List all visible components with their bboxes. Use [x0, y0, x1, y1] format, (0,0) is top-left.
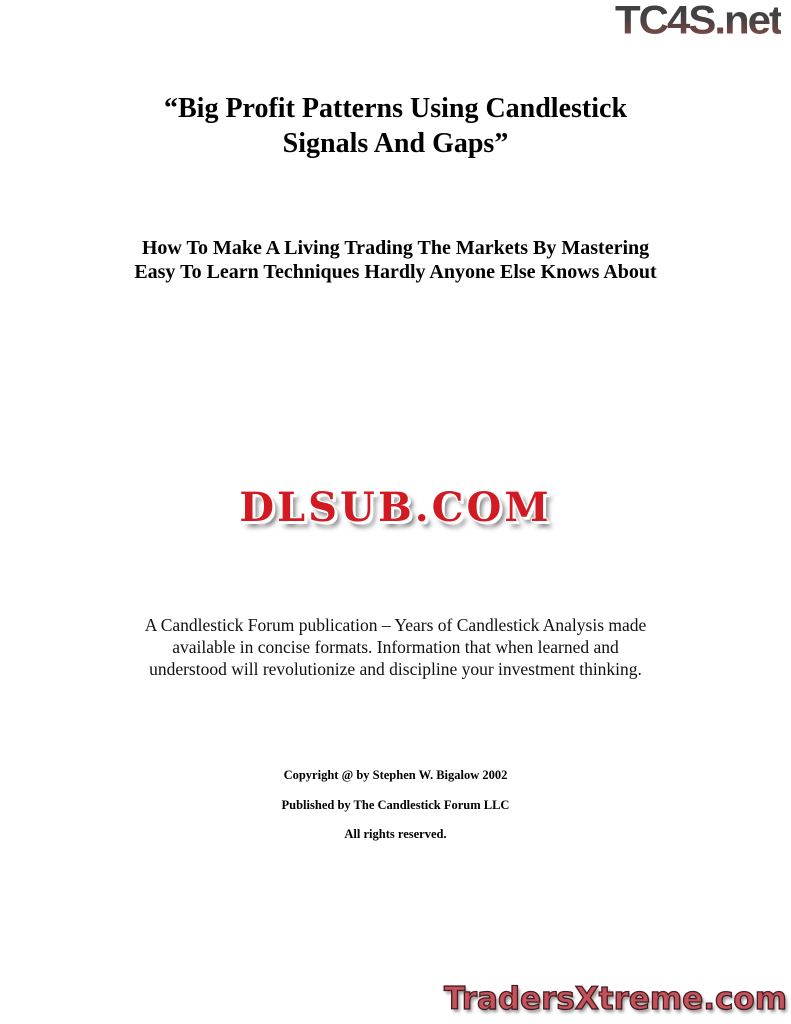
page-subtitle-line1: How To Make A Living Trading The Markets By Mastering	[141, 237, 650, 259]
page-title	[0, 92, 791, 161]
page-title-line1: “Big Profit Patterns Using Candlestick	[163, 93, 628, 124]
tradersxtreme-site-logo[interactable]: TradersXtreme.com	[443, 981, 787, 1017]
copyright-block	[0, 769, 791, 858]
copyright-rights-line: All rights reserved.	[344, 827, 447, 841]
page-title-line2: Signals And Gaps”	[282, 127, 509, 159]
publication-description-line2: available in concise formats. Information that when learned and	[172, 636, 619, 657]
page-subtitle	[0, 236, 791, 285]
copyright-publisher-line: Published by The Candlestick Forum LLC	[281, 797, 510, 812]
publication-description	[0, 615, 791, 681]
publication-description-line3: understood will revolutionize and discipline your investment thinking.	[149, 658, 642, 679]
dlsub-watermark-logo[interactable]: DLSUB.COM	[239, 484, 552, 531]
tc4s-site-logo[interactable]: TC4S.net	[614, 0, 781, 42]
publication-description-line1: A Candlestick Forum publication – Years of Candlestick Analysis made	[144, 615, 647, 635]
page-subtitle-line2: Easy To Learn Techniques Hardly Anyone Else Knows About	[134, 261, 657, 284]
copyright-author-line: Copyright @ by Stephen W. Bigalow 2002	[283, 768, 508, 782]
